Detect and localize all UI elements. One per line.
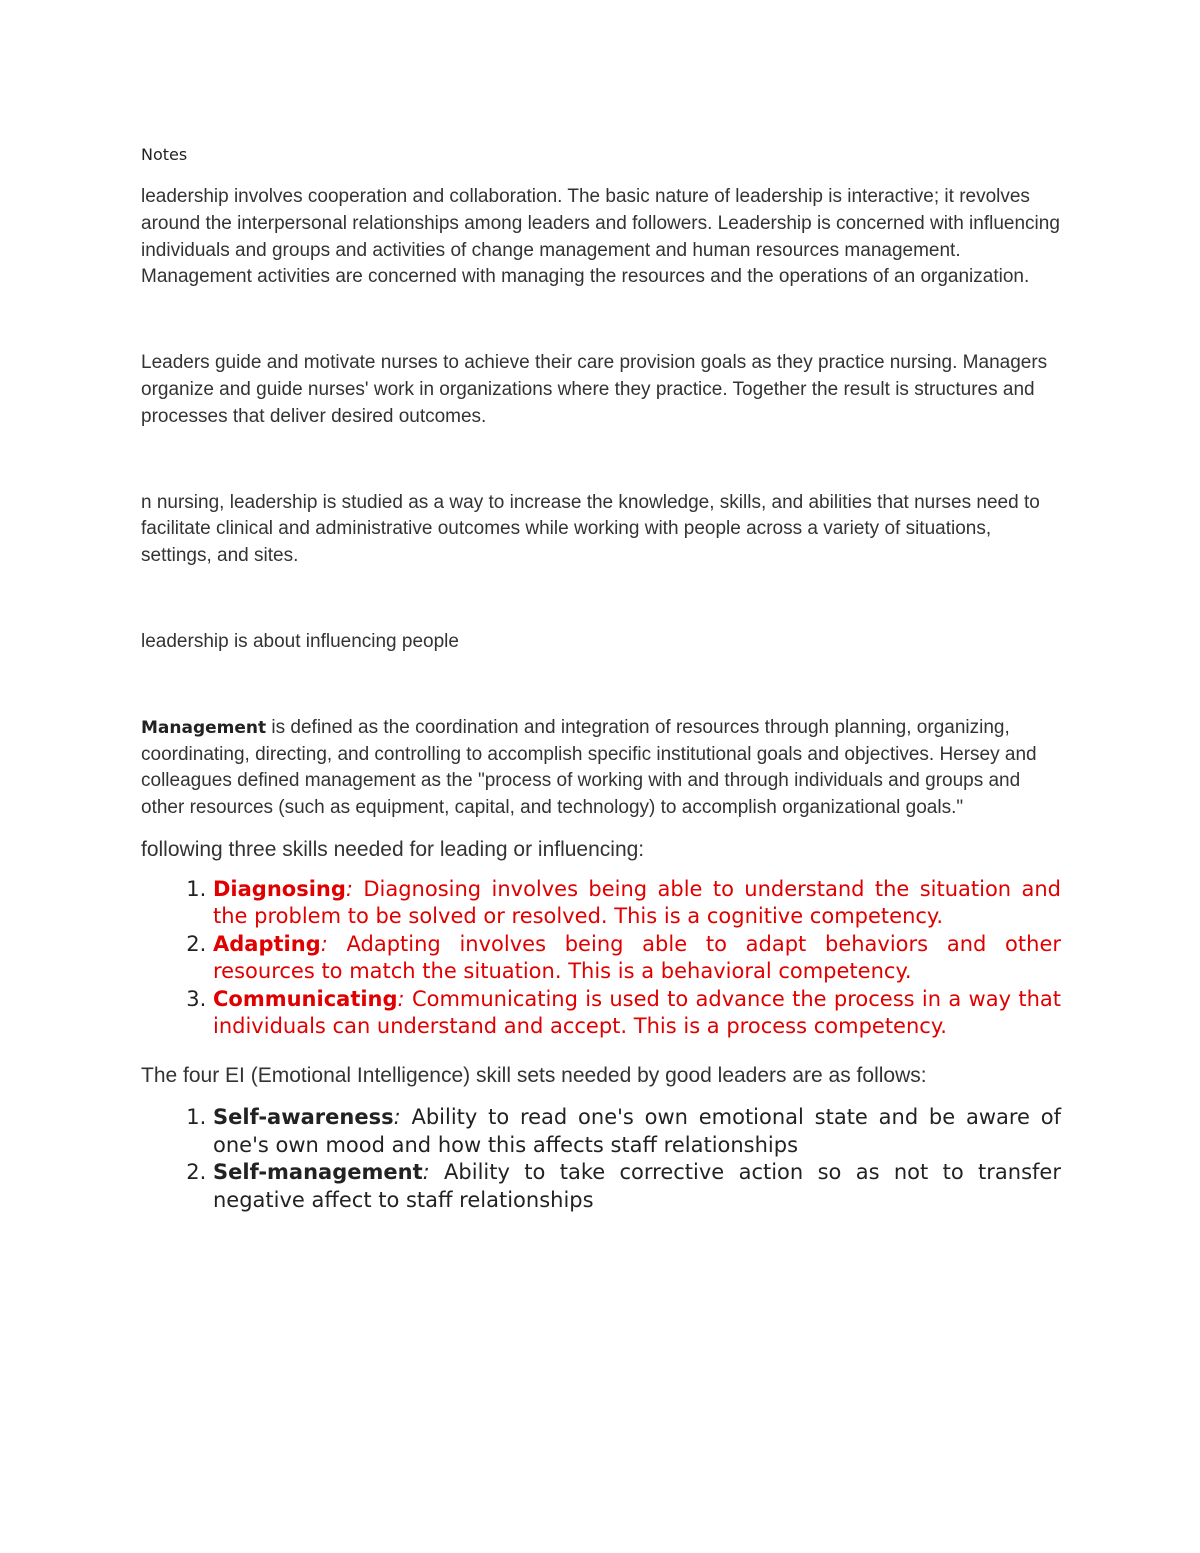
spacer — [141, 656, 1061, 715]
list-item — [213, 876, 1061, 931]
paragraph-leaders-guide: Leaders guide and motivate nurses to achieve their care provision goals as they practice nursing. Managers organize and guide nurses' work in organizations where they practice. Together the result is structures and processes that deliver desired outcomes. — [141, 352, 1048, 427]
ei-skill-text: Ability to take corrective action so as not to transfer negative affect to staff relationships — [213, 1160, 1061, 1212]
skills-list — [141, 876, 1061, 1040]
list-item — [213, 1159, 1061, 1214]
ei-skill-text: Ability to read one's own emotional state and be aware of one's own mood and how this affects staff relationships — [213, 1105, 1061, 1157]
skill-term: Diagnosing — [213, 876, 346, 901]
skill-text: Diagnosing involves being able to understand the situation and the problem to be solved or resolved. This is a cognitive competency. — [213, 876, 1061, 929]
spacer — [141, 431, 1061, 490]
list-item — [213, 931, 1061, 986]
spacer — [141, 570, 1061, 629]
skills-intro: following three skills needed for leading or influencing: — [141, 837, 645, 861]
document-page — [141, 140, 1061, 1214]
management-text: is defined as the coordination and integration of resources through planning, organizing, coordinating, directing, and controlling to accomplish specific institutional goals and objectives. Hersey and colleagues defined management as the "process of working with and through individuals and groups and other resources (such as equipment, capital, and technology) to accomplish organizational goals." — [141, 716, 1037, 819]
skill-colon: : — [397, 986, 405, 1011]
ei-skills-list — [141, 1104, 1061, 1214]
page-heading: Notes — [141, 145, 188, 164]
management-term: Management — [141, 717, 267, 738]
ei-intro: The four EI (Emotional Intelligence) skill sets needed by good leaders are as follows: — [141, 1064, 927, 1088]
skill-text: Communicating is used to advance the process in a way that individuals can understand and accept. This is a process competency. — [213, 986, 1061, 1038]
paragraph-leadership-cooperation: leadership involves cooperation and collaboration. The basic nature of leadership is interactive; it revolves around the interpersonal relationships among leaders and followers. Leadership is concerned with influencing individuals and groups and activities of change management and human resources management. Management activities are concerned with managing the resources and the operations of an organization. — [141, 186, 1060, 288]
ei-skill-term: Self-management — [213, 1160, 423, 1185]
ei-skill-term: Self-awareness — [213, 1105, 394, 1130]
ei-skill-colon: : — [422, 1160, 430, 1185]
skill-term: Adapting — [213, 931, 321, 956]
spacer — [141, 291, 1061, 350]
list-item — [213, 1104, 1061, 1159]
skill-term: Communicating — [213, 986, 398, 1011]
ei-skill-colon: : — [393, 1105, 401, 1130]
skill-colon: : — [320, 931, 328, 956]
skill-colon: : — [345, 876, 353, 901]
paragraph-influencing-people: leadership is about influencing people — [141, 630, 459, 652]
paragraph-management-definition — [141, 715, 1061, 822]
paragraph-nursing-leadership: n nursing, leadership is studied as a way to increase the knowledge, skills, and abilities that nurses need to facilitate clinical and administrative outcomes while working with people across a variety of situations, settings, and sites. — [141, 491, 1040, 567]
skill-text: Adapting involves being able to adapt behaviors and other resources to match the situation. This is a behavioral competency. — [213, 931, 1061, 984]
list-item — [213, 986, 1061, 1041]
